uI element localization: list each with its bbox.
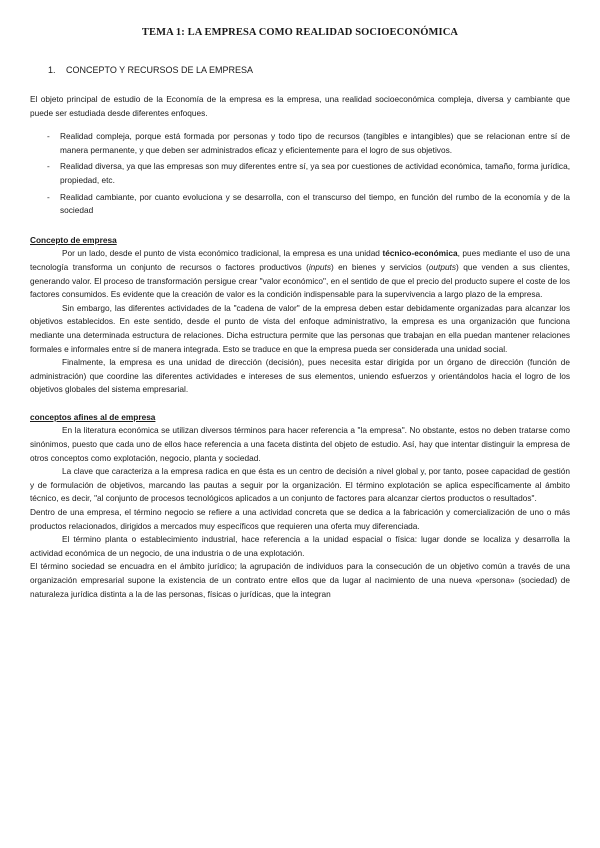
list-item-text: Realidad diversa, ya que las empresas son muy diferentes entre sí, ya sea por cuestiones de actividad económica, tamaño, forma jurídica, propiedad, etc. (60, 161, 570, 185)
dash-bullet: - (47, 131, 50, 142)
afines-heading: conceptos afines al de empresa (30, 411, 156, 422)
section-title: CONCEPTO Y RECURSOS DE LA EMPRESA (66, 65, 254, 75)
concepto-paragraph-2: Sin embargo, las diferentes actividades de la "cadena de valor" de la empresa deben estar debidamente organizadas para alcanzar los objetivos establecidos. En este sentido, desde el punto de vista del enfoque administrativo, la empresa es una organización que funciona mediante una determinada estructura de relaciones. Dicha estructura permite que las personas que trabajan en ella puedan mantener relaciones formales e informales entre sí de manera integrada. Esto se traduce en que la empresa pueda ser considerada una unidad social. (30, 302, 570, 354)
text-run: ) que venden a sus clientes, generando valor. El proceso de transformación persigue crear "valor económico", en el sentido de que el precio del producto supere el coste de los factores consumidos. Es evidente que la creación de valor es la condición indispensable para la supervivencia a largo plazo de la empresa. (30, 261, 570, 300)
list-item-text: Realidad compleja, porque está formada por personas y todo tipo de recursos (tangibles e intangibles) que se relacionan entre sí de manera permanente, y que deben ser administrados eficaz y eficientemente para el logro de sus objetivos. (60, 131, 570, 155)
italic-term: inputs (308, 261, 331, 272)
text-run: Por un lado, desde el punto de vista económico tradicional, la empresa es una unidad (62, 248, 383, 259)
list-item-text: Realidad cambiante, por cuanto evoluciona y se desarrolla, con el transcurso del tiempo, en función del rumbo de la economía y de la sociedad (60, 191, 570, 216)
concepto-paragraph-3: Finalmente, la empresa es una unidad de dirección (decisión), pues necesita estar dirigida por un órgano de dirección (función de administración) que coordine las diferentes actividades e intereses de sus elementos, uniendo esfuerzos y orientándolos hacia el logro de los objetivos globales del sistema empresarial. (30, 357, 570, 395)
document-body (30, 93, 570, 601)
afines-paragraph-5: El término sociedad se encuadra en el ámbito jurídico; la agrupación de individuos para la consecución de un objetivo común a través de una organización empresarial supone la existencia de un contrato entre ellos que da lugar al nacimiento de una nueva «persona» (sociedad) de naturaleza jurídica distinta a la de las personas, físicas o jurídicas, que la integran (30, 561, 570, 599)
text-run: , pues mediante el uso de una tecnología transforma un conjunto de recursos o factores productivos ( (30, 248, 571, 272)
concepto-paragraph-1 (30, 247, 570, 301)
afines-paragraph-3: Dentro de una empresa, el término negocio se refiere a una actividad concreta que se dedica a la fabricación y comercialización de uno o más productos relacionados, dirigidos a mercados muy específicos que requieren una oferta muy diferenciada. (30, 507, 570, 531)
afines-paragraph-4: El término planta o establecimiento industrial, hace referencia a la unidad espacial o física: lugar donde se localiza y desarrolla la actividad económica de un negocio, de una industria o de una explotación. (30, 534, 570, 558)
dash-bullet: - (47, 191, 50, 202)
afines-paragraph-2: La clave que caracteriza a la empresa radica en que ésta es un centro de decisión a nivel global y, por tanto, posee capacidad de gestión y de formulación de objetivos, marcando las pautas a seguir por la organización. El término explotación se aplica específicamente al ámbito técnico, es decir, "al conjunto de procesos tecnológicos aplicados a un conjunto de factores para alcanzar ciertos productos o resultados". (30, 466, 570, 504)
list-item (30, 130, 570, 157)
dash-bullet: - (47, 161, 50, 172)
characteristics-list (30, 130, 570, 218)
text-run: ) en bienes y servicios ( (330, 261, 429, 272)
italic-term: outputs (428, 261, 457, 272)
section-number: 1. (48, 65, 56, 75)
section-heading (48, 65, 253, 75)
list-item (30, 160, 570, 187)
intro-paragraph: El objeto principal de estudio de la Economía de la empresa es la empresa, una realidad socioeconómica compleja, diversa y cambiante que puede ser estudiada desde diferentes enfoques. (30, 94, 570, 118)
concepto-heading: Concepto de empresa (30, 234, 117, 245)
bold-term: técnico-económica (382, 248, 458, 259)
afines-paragraph-1: En la literatura económica se utilizan diversos términos para hacer referencia a "la empresa". No obstante, estos no deben tratarse como sinónimos, puesto que cada uno de ellos hace referencia a una faceta distinta del objeto de estudio. Así, hay que intentar distinguir la empresa de otros conceptos como explotación, negocio, planta y sociedad. (30, 425, 570, 463)
list-item (30, 191, 570, 218)
document-title: TEMA 1: LA EMPRESA COMO REALIDAD SOCIOECONÓMICA (141, 27, 459, 38)
